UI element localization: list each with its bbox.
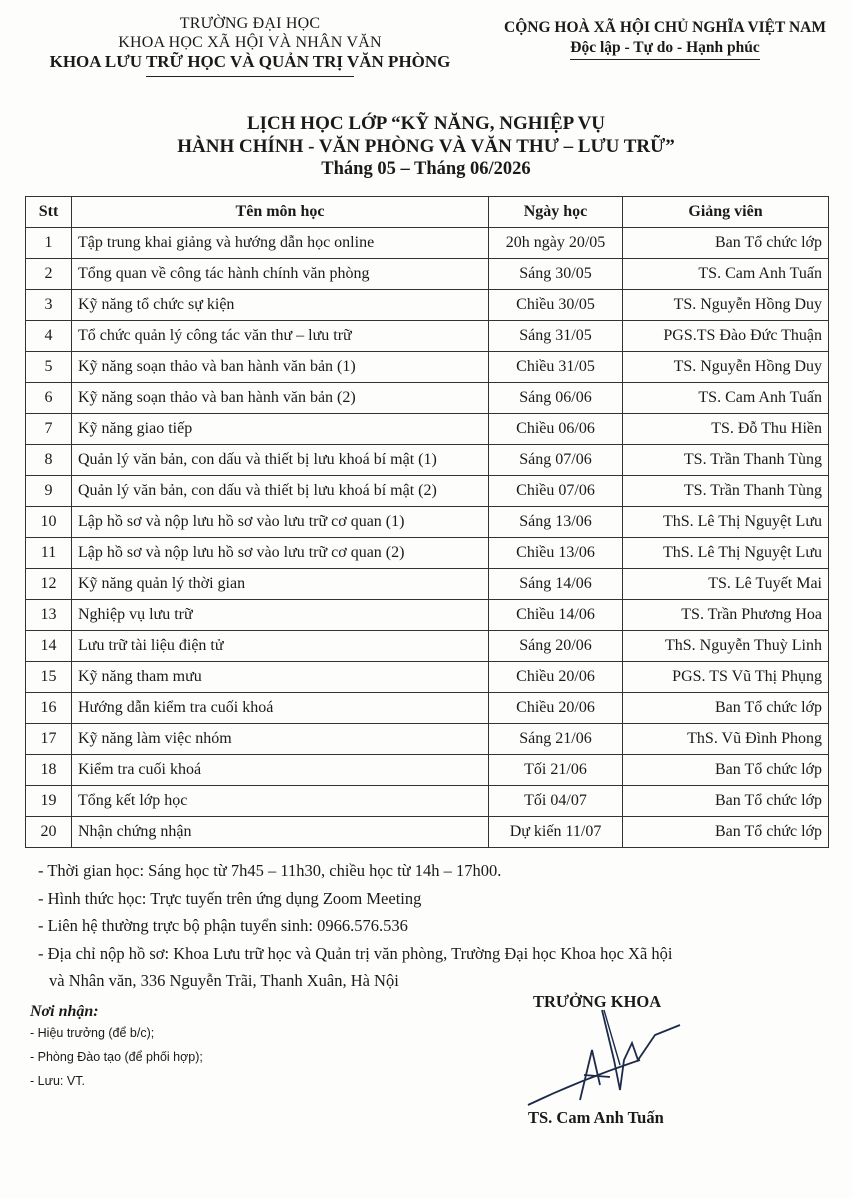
row-stt: 3 — [26, 290, 72, 321]
note-contact: - Liên hệ thường trực bộ phận tuyển sinh: 0966.576.536 — [38, 916, 408, 935]
row-lecturer: Ban Tổ chức lớp — [623, 786, 829, 817]
row-lecturer: PGS. TS Vũ Thị Phụng — [623, 662, 829, 693]
title-line-2: HÀNH CHÍNH - VĂN PHÒNG VÀ VĂN THƯ – LƯU TRỮ” — [177, 136, 675, 157]
row-lecturer: TS. Trần Thanh Tùng — [623, 445, 829, 476]
row-stt: 8 — [26, 445, 72, 476]
table-row — [26, 414, 829, 445]
row-stt: 11 — [26, 538, 72, 569]
row-lecturer: ThS. Vũ Đình Phong — [623, 724, 829, 755]
row-date: Tối 21/06 — [489, 755, 623, 786]
row-date: Tối 04/07 — [489, 786, 623, 817]
signer-title: TRƯỞNG KHOA — [533, 992, 662, 1011]
row-date: Sáng 31/05 — [489, 321, 623, 352]
note-study-time: - Thời gian học: Sáng học từ 7h45 – 11h30, chiều học từ 14h – 17h00. — [38, 861, 502, 880]
row-subject: Hướng dẫn kiểm tra cuối khoá — [72, 693, 489, 724]
row-stt: 19 — [26, 786, 72, 817]
row-lecturer: TS. Cam Anh Tuấn — [623, 383, 829, 414]
table-row — [26, 662, 829, 693]
row-stt: 15 — [26, 662, 72, 693]
row-subject: Kỹ năng soạn thảo và ban hành văn bản (2) — [72, 383, 489, 414]
table-row — [26, 693, 829, 724]
row-stt: 12 — [26, 569, 72, 600]
row-date: Sáng 30/05 — [489, 259, 623, 290]
row-lecturer: ThS. Lê Thị Nguyệt Lưu — [623, 507, 829, 538]
row-date: Chiều 14/06 — [489, 600, 623, 631]
row-subject: Kỹ năng tham mưu — [72, 662, 489, 693]
row-date: Chiều 31/05 — [489, 352, 623, 383]
row-lecturer: Ban Tổ chức lớp — [623, 755, 829, 786]
row-subject: Kỹ năng quản lý thời gian — [72, 569, 489, 600]
row-date: Dự kiến 11/07 — [489, 817, 623, 848]
title-period: Tháng 05 – Tháng 06/2026 — [321, 159, 531, 179]
header-date: Ngày học — [489, 197, 623, 228]
row-subject: Nghiệp vụ lưu trữ — [72, 600, 489, 631]
recipient-item: - Hiệu trưởng (để b/c); — [30, 1026, 155, 1040]
row-lecturer: Ban Tổ chức lớp — [623, 228, 829, 259]
table-row — [26, 817, 829, 848]
notes — [38, 857, 673, 995]
row-date: Chiều 20/06 — [489, 662, 623, 693]
table-row — [26, 476, 829, 507]
recipients — [30, 1003, 203, 1093]
row-stt: 13 — [26, 600, 72, 631]
recipient-item: - Lưu: VT. — [30, 1074, 85, 1088]
row-subject: Quản lý văn bản, con dấu và thiết bị lưu khoá bí mật (2) — [72, 476, 489, 507]
row-stt: 6 — [26, 383, 72, 414]
row-lecturer: PGS.TS Đào Đức Thuận — [623, 321, 829, 352]
table-row — [26, 290, 829, 321]
issuing-organization — [20, 14, 480, 77]
table-row — [26, 569, 829, 600]
row-subject: Kỹ năng soạn thảo và ban hành văn bản (1) — [72, 352, 489, 383]
row-stt: 5 — [26, 352, 72, 383]
handwritten-signature — [520, 1005, 700, 1110]
faculty-name: KHOA LƯU TRỮ HỌC VÀ QUẢN TRỊ VĂN PHÒNG — [49, 52, 451, 71]
recipients-title: Nơi nhận: — [30, 1003, 99, 1020]
row-subject: Kiểm tra cuối khoá — [72, 755, 489, 786]
table-row — [26, 321, 829, 352]
row-date: Sáng 21/06 — [489, 724, 623, 755]
signer-name: TS. Cam Anh Tuấn — [528, 1108, 664, 1127]
row-date: Chiều 06/06 — [489, 414, 623, 445]
row-lecturer: TS. Cam Anh Tuấn — [623, 259, 829, 290]
row-stt: 9 — [26, 476, 72, 507]
row-stt: 18 — [26, 755, 72, 786]
table-row — [26, 755, 829, 786]
row-lecturer: ThS. Lê Thị Nguyệt Lưu — [623, 538, 829, 569]
row-subject: Quản lý văn bản, con dấu và thiết bị lưu khoá bí mật (1) — [72, 445, 489, 476]
note-address-cont: và Nhân văn, 336 Nguyễn Trãi, Thanh Xuân, Hà Nội — [49, 971, 399, 990]
row-lecturer: TS. Đỗ Thu Hiền — [623, 414, 829, 445]
university-name-line: KHOA HỌC XÃ HỘI VÀ NHÂN VĂN — [118, 34, 382, 51]
header-stt: Stt — [26, 197, 72, 228]
table-row — [26, 786, 829, 817]
table-row — [26, 538, 829, 569]
row-date: Sáng 20/06 — [489, 631, 623, 662]
row-lecturer: TS. Trần Thanh Tùng — [623, 476, 829, 507]
row-subject: Kỹ năng tổ chức sự kiện — [72, 290, 489, 321]
row-subject: Nhận chứng nhận — [72, 817, 489, 848]
table-row — [26, 352, 829, 383]
row-subject: Kỹ năng làm việc nhóm — [72, 724, 489, 755]
table-row — [26, 507, 829, 538]
university-line: TRƯỜNG ĐẠI HỌC — [179, 15, 321, 32]
header-divider — [146, 76, 354, 77]
table-row — [26, 259, 829, 290]
row-stt: 10 — [26, 507, 72, 538]
row-date: Chiều 13/06 — [489, 538, 623, 569]
row-subject: Kỹ năng giao tiếp — [72, 414, 489, 445]
row-lecturer: Ban Tổ chức lớp — [623, 817, 829, 848]
table-row — [26, 228, 829, 259]
row-lecturer: Ban Tổ chức lớp — [623, 693, 829, 724]
table-row — [26, 600, 829, 631]
row-date: Sáng 06/06 — [489, 383, 623, 414]
national-motto — [478, 18, 852, 60]
row-stt: 16 — [26, 693, 72, 724]
table-row — [26, 724, 829, 755]
row-stt: 20 — [26, 817, 72, 848]
row-stt: 2 — [26, 259, 72, 290]
title-line-1: LỊCH HỌC LỚP “KỸ NĂNG, NGHIỆP VỤ — [246, 113, 606, 134]
table-row — [26, 445, 829, 476]
table-row — [26, 631, 829, 662]
header-subject: Tên môn học — [72, 197, 489, 228]
row-subject: Tổ chức quản lý công tác văn thư – lưu trữ — [72, 321, 489, 352]
row-lecturer: TS. Nguyễn Hồng Duy — [623, 352, 829, 383]
row-lecturer: ThS. Nguyễn Thuỳ Linh — [623, 631, 829, 662]
motto: Độc lập - Tự do - Hạnh phúc — [570, 38, 759, 60]
row-subject: Lưu trữ tài liệu điện tử — [72, 631, 489, 662]
recipient-item: - Phòng Đào tạo (để phối hợp); — [30, 1050, 203, 1064]
row-stt: 4 — [26, 321, 72, 352]
row-stt: 1 — [26, 228, 72, 259]
row-subject: Tổng quan về công tác hành chính văn phòng — [72, 259, 489, 290]
country-name: CỘNG HOÀ XÃ HỘI CHỦ NGHĨA VIỆT NAM — [504, 19, 826, 36]
row-stt: 17 — [26, 724, 72, 755]
row-subject: Tập trung khai giảng và hướng dẫn học online — [72, 228, 489, 259]
header-lecturer: Giảng viên — [623, 197, 829, 228]
note-address: - Địa chỉ nộp hồ sơ: Khoa Lưu trữ học và Quản trị văn phòng, Trường Đại học Khoa học Xã hội — [38, 943, 673, 963]
row-stt: 7 — [26, 414, 72, 445]
row-lecturer: TS. Lê Tuyết Mai — [623, 569, 829, 600]
table-header-row — [26, 197, 829, 228]
row-date: Chiều 07/06 — [489, 476, 623, 507]
table-row — [26, 383, 829, 414]
row-lecturer: TS. Nguyễn Hồng Duy — [623, 290, 829, 321]
row-subject: Lập hồ sơ và nộp lưu hồ sơ vào lưu trữ cơ quan (1) — [72, 507, 489, 538]
note-study-format: - Hình thức học: Trực tuyến trên ứng dụng Zoom Meeting — [38, 888, 422, 908]
row-date: Sáng 14/06 — [489, 569, 623, 600]
row-date: Chiều 30/05 — [489, 290, 623, 321]
row-date: Chiều 20/06 — [489, 693, 623, 724]
row-date: 20h ngày 20/05 — [489, 228, 623, 259]
schedule-table — [25, 196, 829, 848]
row-lecturer: TS. Trần Phương Hoa — [623, 600, 829, 631]
document-title — [0, 112, 852, 181]
row-date: Sáng 13/06 — [489, 507, 623, 538]
row-date: Sáng 07/06 — [489, 445, 623, 476]
row-subject: Tổng kết lớp học — [72, 786, 489, 817]
row-subject: Lập hồ sơ và nộp lưu hồ sơ vào lưu trữ cơ quan (2) — [72, 538, 489, 569]
row-stt: 14 — [26, 631, 72, 662]
